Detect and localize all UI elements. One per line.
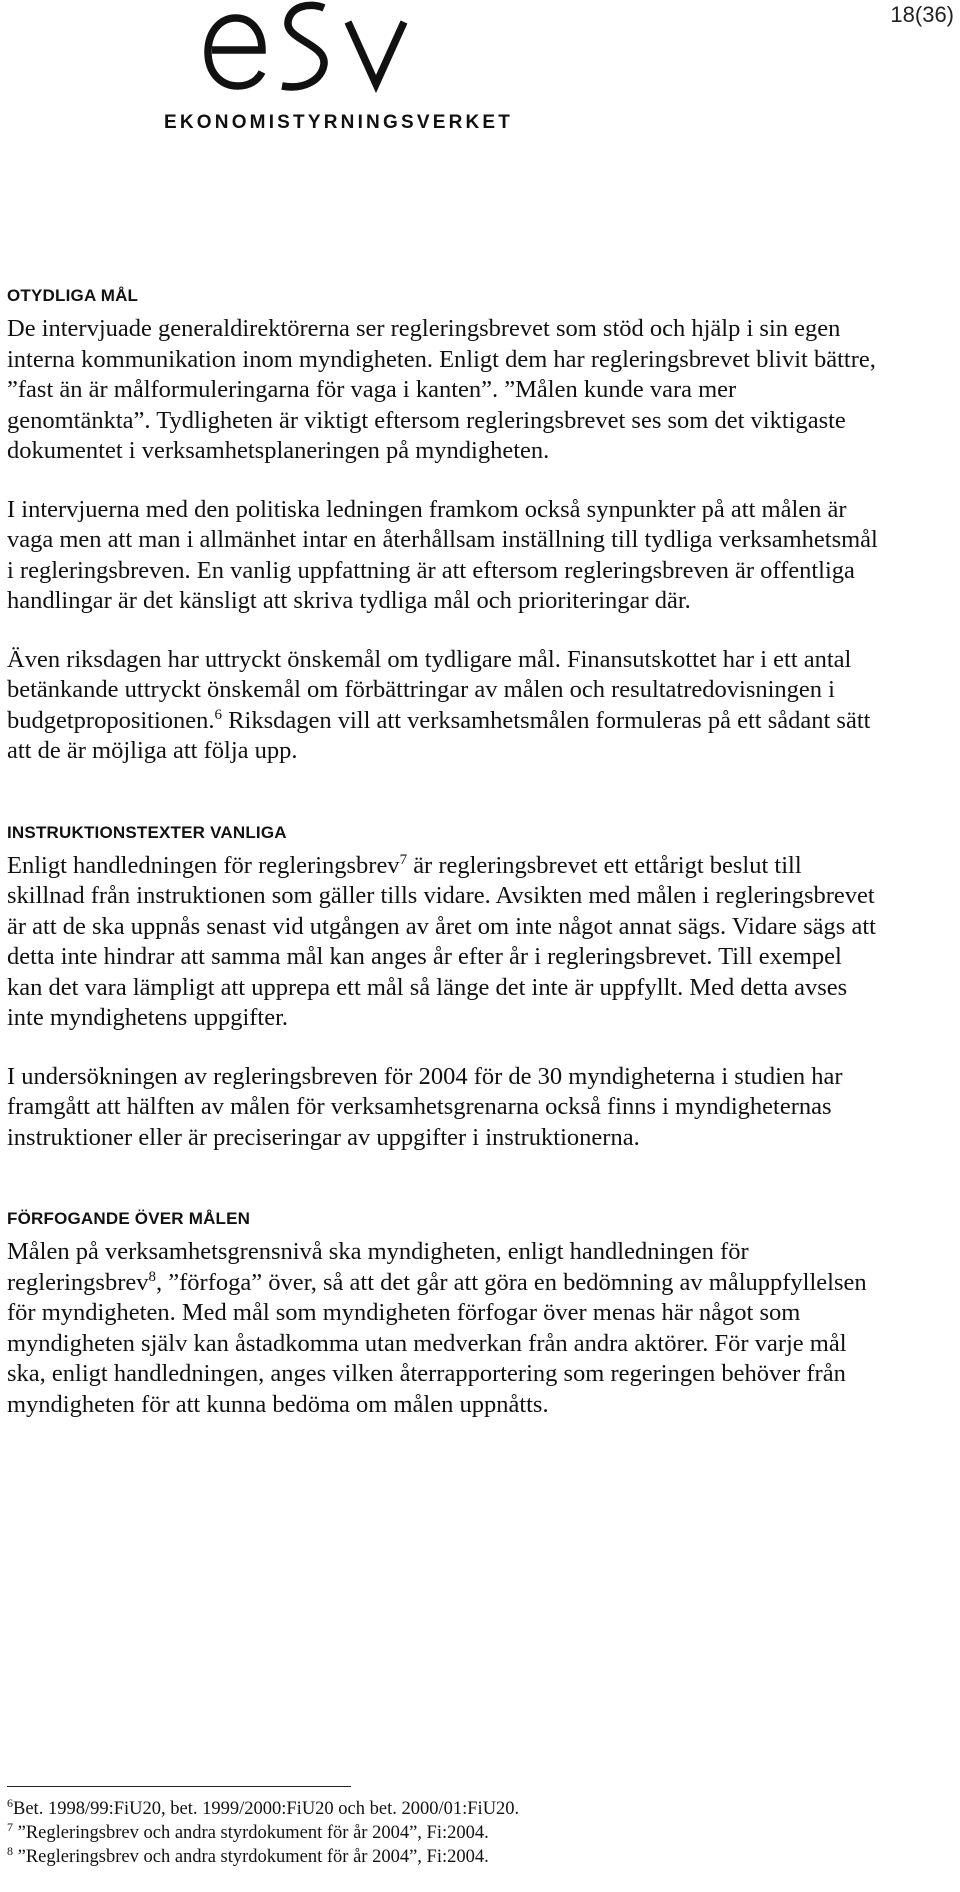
paragraph: I intervjuerna med den politiska ledningen framkom också synpunkter på att målen är vaga men att man i allmänhet intar en återhållsam inställning till tydliga verksamhetsmål i regleringsbreven. En vanlig uppfattning är att eftersom regleringsbreven är offentliga handlingar är det känsligt att skriva tydliga mål och prioriteringar där. [7,495,878,614]
footnote-number: 6 [7,1795,13,1810]
footnote-ref: 8 [148,1268,156,1285]
paragraph-text: Enligt handledningen för regleringsbrev [7,851,400,879]
section-heading-instruktionstexter: INSTRUKTIONSTEXTER VANLIGA [7,822,287,842]
paragraph: I undersökningen av regleringsbreven för 2004 för de 30 myndigheterna i studien har framgått att hälften av målen för verksamhetsgrenarna också finns i myndigheternas instruktioner eller är preciseringar av uppgifter i instruktionerna. [7,1062,843,1151]
paragraph [7,1237,882,1420]
paragraph-text: Riksdagen vill att verksamhetsmålen formuleras på ett sådant sätt att de är möjliga att följa upp. [7,706,871,764]
paragraph-text: Målen på verksamhetsgrensnivå ska myndigheten, enligt handledningen för regleringsbrev [7,1238,749,1296]
document-body [7,286,882,1420]
paragraph-text: , ”förfoga” över, så att det går att göra en bedömning av måluppfyllelsen för myndigheten. Med mål som myndigheten förfogar över menas här något som myndigheten själv kan åstadkomma utan medverkan från andra aktörer. För varje mål ska, enligt handledningen, anges vilken återrapportering som regeringen behöver från myndigheten för att kunna bedöma om målen uppnåtts. [7,1268,867,1418]
paragraph [7,645,882,767]
section-heading-otydliga-mal: OTYDLIGA MÅL [7,286,139,305]
paragraph-text: Även riksdagen har uttryckt önskemål om tydligare mål. Finansutskottet har i ett antal betänkande uttryckt önskemål om förbättringar av målen och resultatredovisningen i budgetpropositionen. [7,645,852,734]
footnote-text: Bet. 1998/99:FiU20, bet. 1999/2000:FiU20 och bet. 2000/01:FiU20. [13,1799,520,1819]
footnote [7,1797,882,1821]
footnote-divider [7,1786,351,1787]
esv-logo [164,0,514,140]
footnote-text: ”Regleringsbrev och andra styrdokument för år 2004”, Fi:2004. [13,1823,489,1843]
footnotes [7,1786,882,1869]
footnote [7,1821,882,1845]
page-number: 18(36) [890,2,954,27]
footnote [7,1845,882,1869]
paragraph-text: är regleringsbrevet ett ettårigt beslut till skillnad från instruktionen som gäller tills vidare. Avsikten med målen i regleringsbrevet är att de ska uppnås senast vid utgången av året om inte något annat sägs. Vidare sägs att detta inte hindrar att samma mål kan anges år efter år i regleringsbrevet. Till exempel kan det vara lämpligt att upprepa ett mål så länge det inte är uppfyllt. Med detta avses inte myndighetens uppgifter. [7,851,876,1031]
esv-logo-mark-icon [164,0,484,112]
paragraph [7,851,882,1034]
paragraph: De intervjuade generaldirektörerna ser regleringsbrevet som stöd och hjälp i sin egen interna kommunikation inom myndigheten. Enligt dem har regleringsbrevet blivit bättre, ”fast än är målformuleringarna för vaga i kanten”. ”Målen kunde vara mer genomtänkta”. Tydligheten är viktigt eftersom regleringsbrevet ses som det viktigaste dokumentet i verksamhetsplaneringen på myndigheten. [7,315,876,464]
footnote-text: ”Regleringsbrev och andra styrdokument för år 2004”, Fi:2004. [13,1847,489,1867]
footnote-number: 7 [7,1819,13,1834]
footnote-ref: 6 [214,706,223,723]
section-heading-forfogande: FÖRFOGANDE ÖVER MÅLEN [7,1209,251,1228]
logo-wordmark: EKONOMISTYRNINGSVERKET [164,112,514,133]
footnote-ref: 7 [399,851,408,868]
footnote-number: 8 [7,1843,13,1858]
